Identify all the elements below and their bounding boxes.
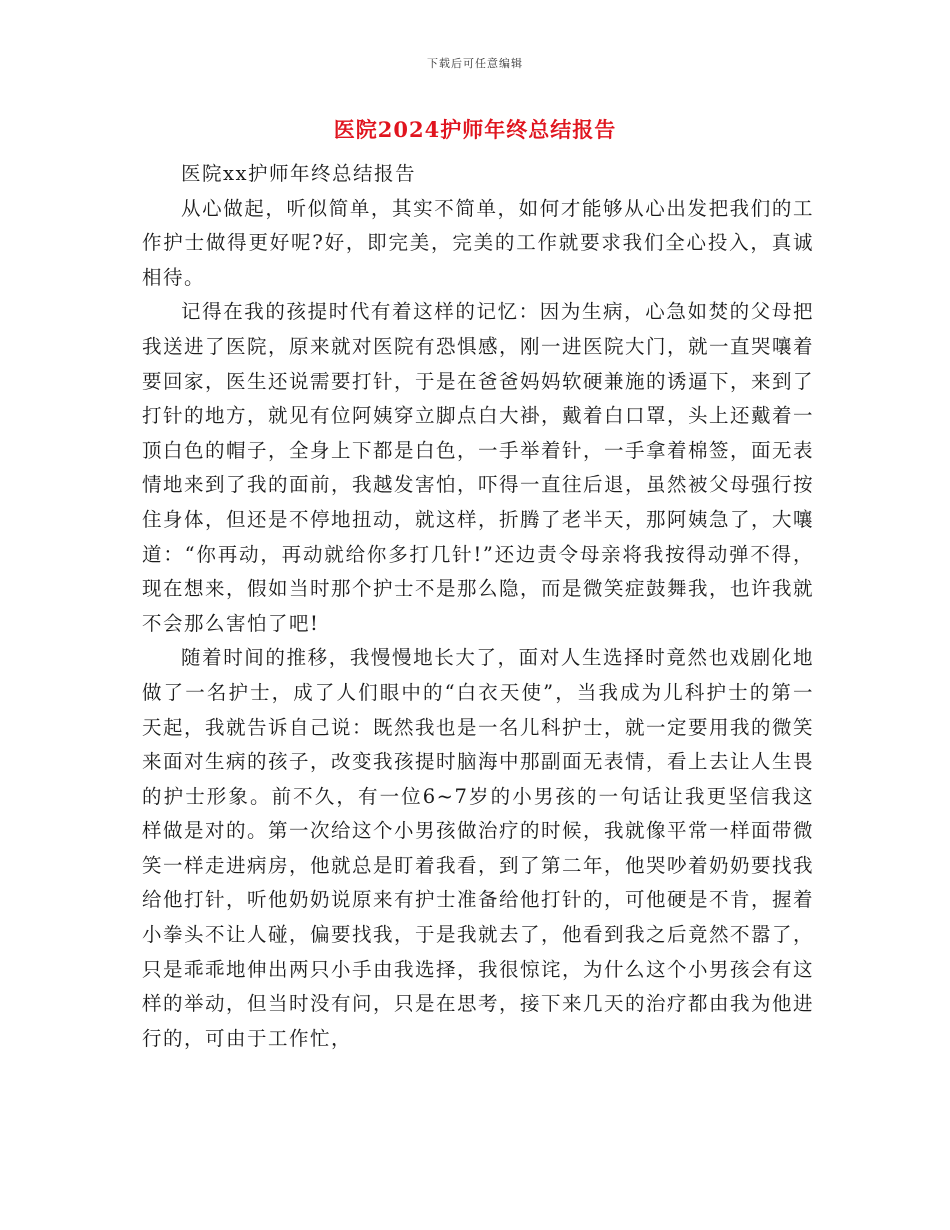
- header-note: 下载后可任意编辑: [427, 57, 523, 70]
- document-title: 医院2024护师年终总结报告: [333, 117, 617, 142]
- document-body: [142, 157, 814, 1056]
- subtitle-paragraph: 医院xx护师年终总结报告: [181, 162, 416, 185]
- paragraph-childhood-memory: 记得在我的孩提时代有着这样的记忆：因为生病，心急如焚的父母把我送进了医院，原来就对医院有恐惧感，刚一进医院大门，就一直哭嚷着要回家，医生还说需要打针，于是在爸爸妈妈软硬兼施的诱逼下，来到了打针的地方，就见有位阿姨穿立脚点白大褂，戴着白口罩，头上还戴着一顶白色的帽子，全身上下都是白色，一手举着针，一手拿着棉签，面无表情地来到了我的面前，我越发害怕，吓得一直往后退，虽然被父母强行按住身体，但还是不停地扭动，就这样，折腾了老半天，那阿姨急了，大嚷道：“你再动，再动就给你多打几针!”还边责令母亲将我按得动弹不得，现在想来，假如当时那个护士不是那么隐，而是微笑症鼓舞我，也许我就不会那么害怕了吧!: [142, 300, 815, 635]
- paragraph-becoming-nurse: 随着时间的推移，我慢慢地长大了，面对人生选择时竟然也戏剧化地做了一名护士，成了人们眼中的“白衣天使”，当我成为儿科护士的第一天起，我就告诉自己说：既然我也是一名儿科护士，就一定要用我的微笑来面对生病的孩子，改变我孩提时脑海中那副面无表情，看上去让人生畏的护士形象。前不久，有一位6~7岁的小男孩的一句话让我更坚信我这样做是对的。第一次给这个小男孩做治疗的时候，我就像平常一样面带微笑一样走进病房，他就总是盯着我看，到了第二年，他哭吵着奶奶要找我给他打针，听他奶奶说原来有护士准备给他打针的，可他硬是不肯，握着小拳头不让人碰，偏要找我，于是我就去了，他看到我之后竟然不嚣了，只是乖乖地伸出两只小手由我选择，我很惊诧，为什么这个小男孩会有这样的举动，但当时没有问，只是在思考，接下来几天的治疗都由我为他进行的，可由于工作忙，: [142, 646, 815, 1050]
- paragraph-intro: 从心做起，听似简单，其实不简单，如何才能够从心出发把我们的工作护士做得更好呢?好，即完美，完美的工作就要求我们全心投入，真诚相待。: [142, 196, 814, 289]
